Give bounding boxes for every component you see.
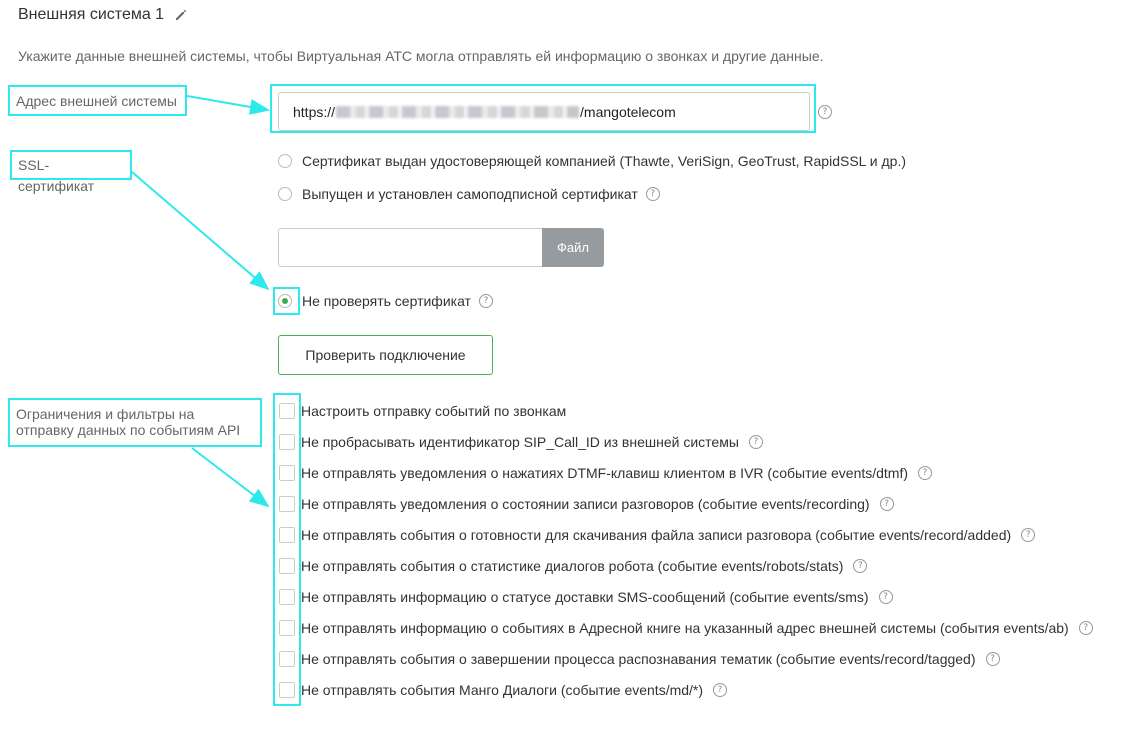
ssl-option-trusted-ca[interactable] (278, 153, 906, 169)
callout-ssl: SSL-сертификат (10, 150, 132, 180)
checkbox[interactable] (279, 465, 295, 481)
ssl-option-self-signed[interactable] (278, 186, 660, 202)
url-prefix: https:// (293, 103, 336, 120)
checkbox[interactable] (279, 651, 295, 667)
help-icon[interactable]: ? (713, 683, 727, 697)
filter-label: Не отправлять информацию о статусе доставки SMS-сообщений (событие events/sms) (301, 589, 869, 605)
filter-label: Не отправлять события о завершении процесса распознавания тематик (событие events/record/tagged) (301, 651, 976, 667)
page-description: Укажите данные внешней системы, чтобы Виртуальная АТС могла отправлять ей информацию о звонках и другие данные. (18, 48, 824, 64)
help-icon[interactable]: ? (918, 466, 932, 480)
ssl-option-label: Не проверять сертификат (302, 293, 471, 309)
filter-label: Не отправлять уведомления о нажатиях DTMF-клавиш клиентом в IVR (событие events/dtmf) (301, 465, 909, 481)
external-system-url-input[interactable] (278, 92, 810, 131)
filter-label: Не отправлять уведомления о состоянии записи разговоров (событие events/recording) (301, 496, 870, 512)
page-title-text: Внешняя система 1 (18, 6, 165, 23)
help-icon[interactable]: ? (880, 497, 894, 511)
filter-item[interactable] (279, 682, 727, 698)
filter-label: Не отправлять информацию о событиях в Адресной книге на указанный адрес внешней системы (события events/ab) (301, 620, 1069, 636)
checkbox[interactable] (279, 496, 295, 512)
filter-item[interactable] (279, 651, 1000, 667)
filter-label: Настроить отправку событий по звонкам (301, 403, 567, 419)
filter-item[interactable] (279, 527, 1035, 543)
checkbox[interactable] (279, 620, 295, 636)
radio-button-checked[interactable] (278, 294, 292, 308)
callout-filters: Ограничения и фильтры на отправку данных по событиям API (8, 398, 262, 447)
help-icon[interactable]: ? (818, 105, 832, 119)
help-icon[interactable]: ? (1079, 621, 1093, 635)
ssl-option-no-verify[interactable] (278, 293, 493, 309)
radio-button[interactable] (278, 187, 292, 201)
filter-label: Не отправлять события Манго Диалоги (событие events/md/*) (301, 682, 704, 698)
help-icon[interactable]: ? (646, 187, 660, 201)
url-redacted (336, 106, 579, 118)
filter-item[interactable] (279, 465, 932, 481)
url-suffix: /mangotelecom (580, 103, 676, 120)
checkbox[interactable] (279, 558, 295, 574)
ssl-option-label: Выпущен и установлен самоподписной сертификат (302, 186, 638, 202)
file-button[interactable]: Файл (542, 228, 604, 267)
filter-label: Не пробрасывать идентификатор SIP_Call_ID из внешней системы (301, 434, 739, 450)
help-icon[interactable]: ? (879, 590, 893, 604)
checkbox[interactable] (279, 589, 295, 605)
filter-item[interactable] (279, 558, 867, 574)
filter-item[interactable] (279, 434, 763, 450)
help-icon[interactable]: ? (853, 559, 867, 573)
help-icon[interactable]: ? (749, 435, 763, 449)
help-icon[interactable]: ? (1021, 528, 1035, 542)
certificate-file-input[interactable] (278, 228, 542, 267)
checkbox[interactable] (279, 403, 295, 419)
filter-item[interactable] (279, 496, 894, 512)
callout-address: Адрес внешней системы (8, 85, 187, 116)
check-connection-button[interactable]: Проверить подключение (278, 335, 493, 375)
help-icon[interactable]: ? (479, 294, 493, 308)
checkbox[interactable] (279, 682, 295, 698)
filter-item[interactable] (279, 589, 893, 605)
ssl-option-label: Сертификат выдан удостоверяющей компанией (Thawte, VeriSign, GeoTrust, RapidSSL и др.) (302, 153, 907, 169)
filter-label: Не отправлять события о статистике диалогов робота (событие events/robots/stats) (301, 558, 844, 574)
checkbox[interactable] (279, 527, 295, 543)
filter-label: Не отправлять события о готовности для скачивания файла записи разговора (событие events/record/added) (301, 527, 1012, 543)
checkbox[interactable] (279, 434, 295, 450)
help-icon[interactable]: ? (986, 652, 1000, 666)
radio-button[interactable] (278, 154, 292, 168)
filter-item[interactable] (279, 403, 566, 419)
filter-item[interactable] (279, 620, 1093, 636)
